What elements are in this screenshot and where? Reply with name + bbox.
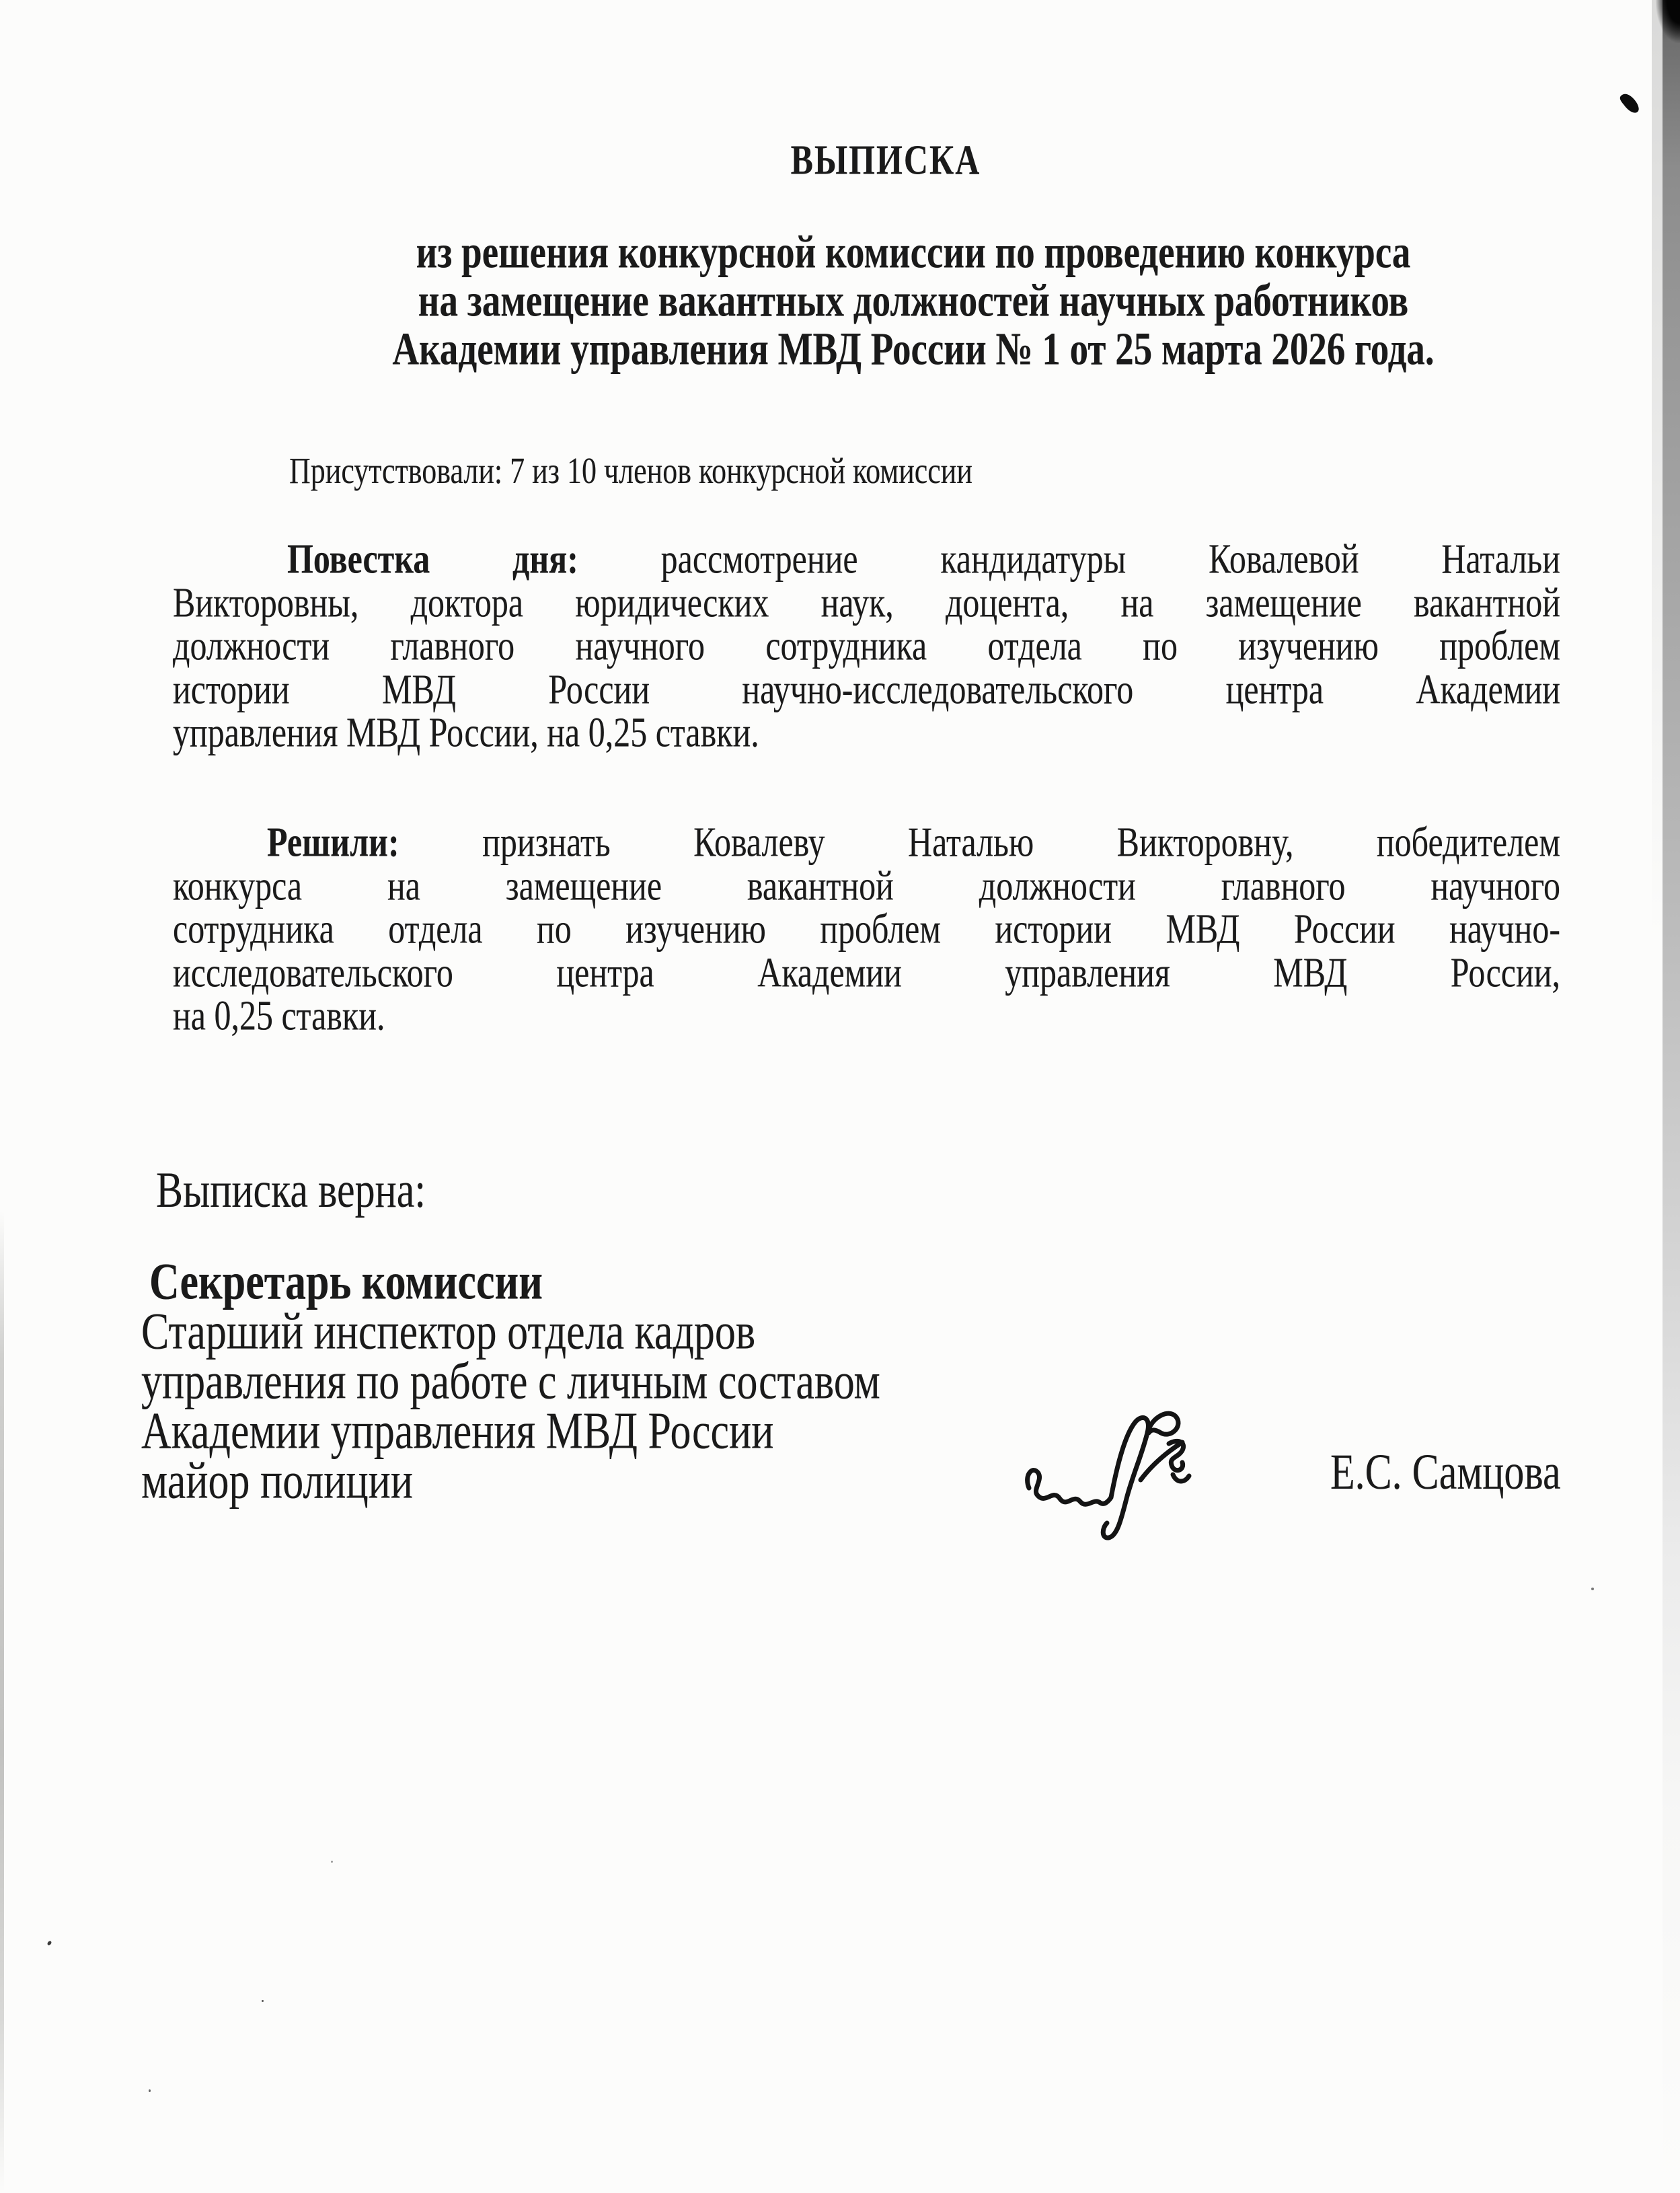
resolution-paragraph: [173, 815, 1561, 1039]
certification-line: Выписка верна:: [156, 1162, 426, 1218]
agenda-line: управления МВД России, на 0,25 ставки.: [173, 708, 759, 755]
paper-speck: [1591, 1588, 1594, 1590]
agenda-line: должности главного научного сотрудника отдела по изучению проблем: [173, 622, 1560, 669]
scan-edge-right: [1663, 0, 1680, 2193]
scan-edge-right-soft: [1652, 0, 1663, 942]
resolution-line: на 0,25 ставки.: [173, 992, 385, 1039]
signatory-role-line: Академии управления МВД России: [141, 1402, 774, 1460]
resolution-line: сотрудника отдела по изучению проблем истории МВД России научно-: [173, 905, 1560, 952]
resolution-line: исследовательского центра Академии управления МВД России,: [173, 948, 1560, 996]
document-subtitle: [207, 222, 1619, 375]
subtitle-line: на замещение вакантных должностей научных работников: [418, 274, 1409, 326]
document-title: ВЫПИСКА: [790, 136, 981, 183]
signer-name: Е.С. Самцова: [1330, 1444, 1561, 1500]
agenda-paragraph: [173, 531, 1560, 755]
agenda-label: Повестка дня:: [287, 535, 578, 582]
signatory-role-line: майор полиции: [141, 1452, 414, 1510]
scan-corner-shadow: [1656, 0, 1680, 43]
signatory-block: [141, 1251, 1049, 1510]
signatory-role-line: управления по работе с личным составом: [141, 1352, 880, 1410]
ink-blot-icon: [1617, 91, 1643, 116]
agenda-line: Викторовны, доктора юридических наук, доцента, на замещение вакантной: [173, 578, 1560, 626]
agenda-line: истории МВД России научно-исследовательского центра Академии: [173, 665, 1560, 712]
resolution-label: Решили:: [267, 818, 399, 865]
signatory-role-title: Секретарь комиссии: [149, 1253, 543, 1310]
subtitle-line: Академии управления МВД России № 1 от 25 марта 2026 года.: [392, 323, 1435, 375]
agenda-text: рассмотрение кандидатуры Ковалевой Натальи: [660, 535, 1560, 582]
paper-speck: [46, 1940, 52, 1946]
paper-speck: [331, 1861, 333, 1863]
attendance-line: Присутствовали: 7 из 10 членов конкурсной комиссии: [289, 450, 972, 492]
signatory-role-line: Старший инспектор отдела кадров: [141, 1302, 756, 1360]
subtitle-line: из решения конкурсной комиссии по проведению конкурса: [416, 226, 1411, 278]
handwritten-signature-icon: [1009, 1399, 1237, 1547]
resolution-text: признать Ковалеву Наталью Викторовну, победителем: [482, 818, 1561, 865]
paper-speck: [149, 2089, 151, 2092]
scan-edge-left: [0, 1211, 4, 2193]
resolution-line: конкурса на замещение вакантной должности главного научного: [173, 861, 1560, 909]
paper-speck: [262, 2000, 264, 2002]
